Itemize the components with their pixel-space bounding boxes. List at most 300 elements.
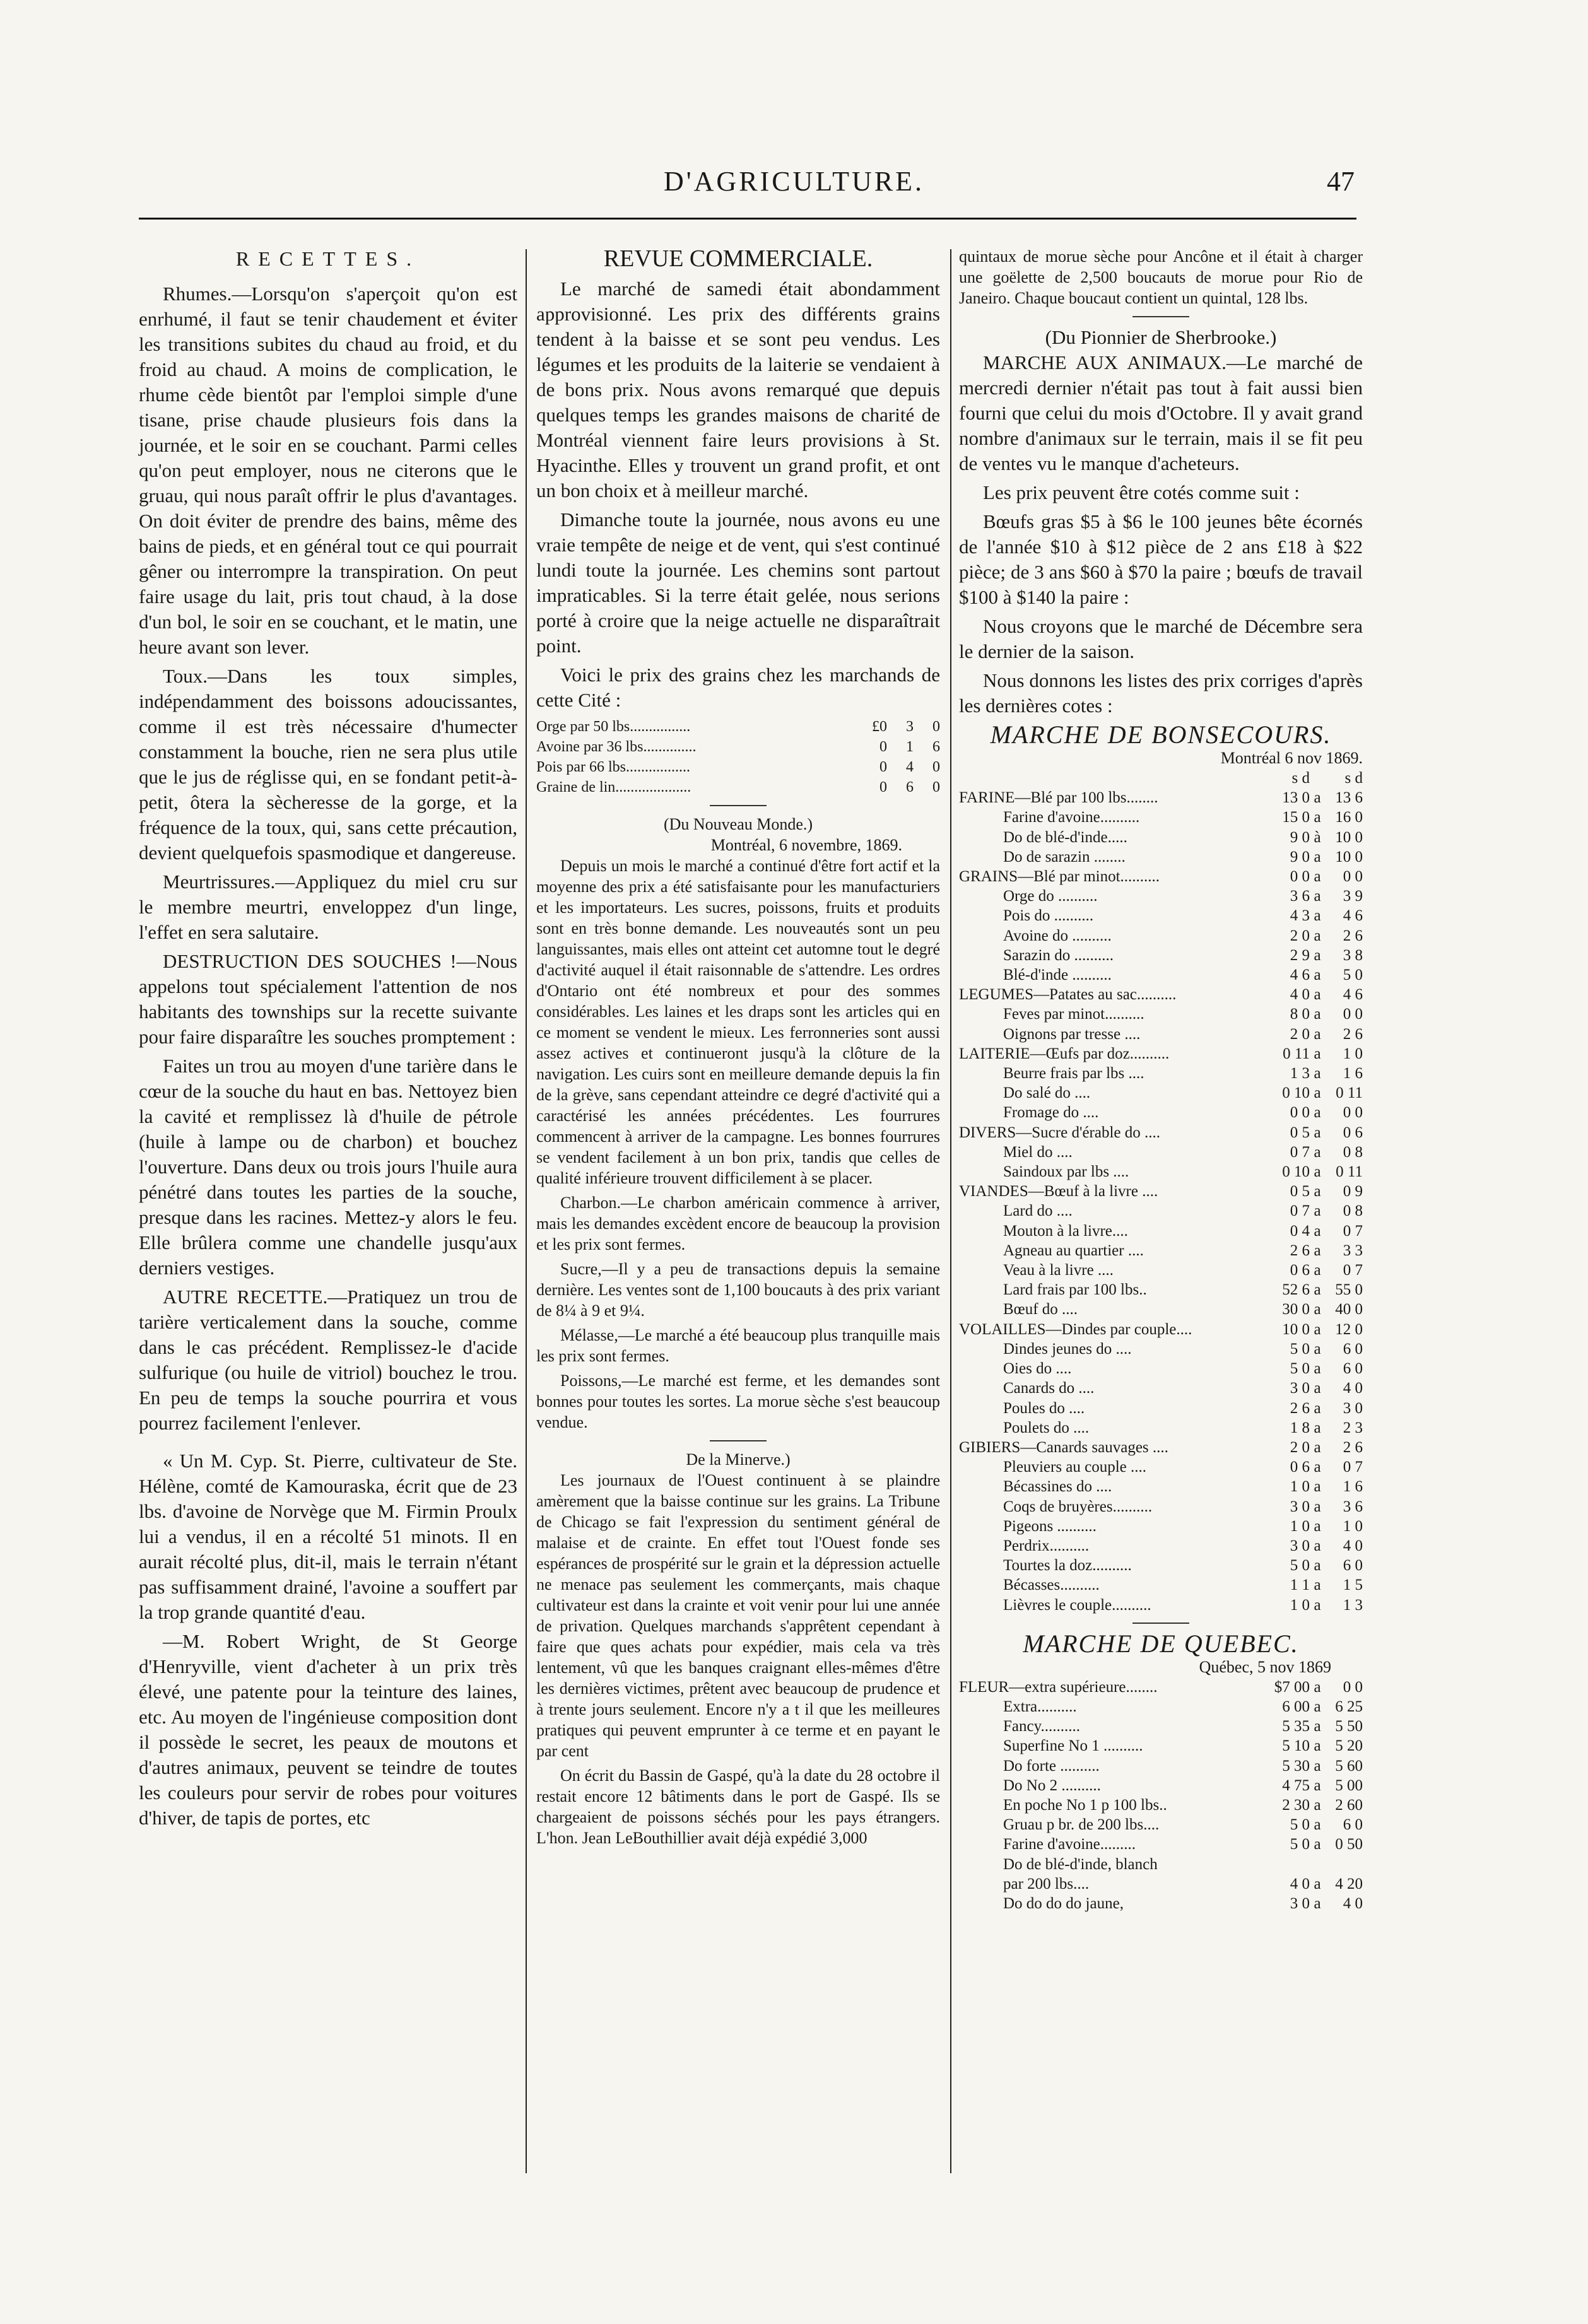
item-label: LAITERIE—Œufs par doz.......... xyxy=(959,1045,1170,1062)
price-value: 0 10 xyxy=(1282,1084,1310,1102)
range-separator: a xyxy=(1314,1776,1321,1794)
price-value: 6 0 xyxy=(1343,1816,1363,1834)
paragraph: Nous donnons les listes des prix corriges d'après les dernières cotes : xyxy=(959,669,1363,717)
item-label: Veau à la livre .... xyxy=(1003,1262,1114,1279)
table-row xyxy=(959,1241,1363,1260)
price-value: 13 6 xyxy=(1335,789,1363,807)
price-value: 2 6 xyxy=(1290,1241,1310,1259)
item-label: Coqs de bruyères.......... xyxy=(1003,1498,1153,1515)
dateline-bonsecours: Montréal 6 nov 1869. xyxy=(1220,749,1363,767)
item-label: Oignons par tresse .... xyxy=(1003,1025,1141,1043)
bonsecours-price-table xyxy=(959,768,1363,1615)
item-label: Feves par minot.......... xyxy=(1003,1006,1144,1023)
table-row xyxy=(959,1556,1363,1575)
table-row xyxy=(959,1280,1363,1300)
table-row xyxy=(959,886,1363,906)
table-row xyxy=(959,1497,1363,1517)
item-label: Superfine No 1 .......... xyxy=(1003,1737,1143,1755)
price-value: 4 0 xyxy=(1290,1875,1310,1893)
item-label: Blé-d'inde .......... xyxy=(1003,966,1112,984)
range-separator: a xyxy=(1314,1340,1321,1358)
table-row xyxy=(959,1438,1363,1457)
column-header: s d xyxy=(1344,770,1363,787)
range-separator: a xyxy=(1314,1419,1321,1436)
range-separator: a xyxy=(1314,1045,1321,1062)
separator-rule xyxy=(710,805,767,806)
range-separator: a xyxy=(1314,1025,1321,1043)
item-label: FARINE—Blé par 100 lbs........ xyxy=(959,789,1158,807)
range-separator: a xyxy=(1314,1202,1321,1220)
range-separator: a xyxy=(1314,1894,1321,1912)
table-row xyxy=(959,1044,1363,1064)
price-value: 3 0 xyxy=(1290,1498,1310,1515)
range-separator: a xyxy=(1314,1222,1321,1240)
price-value: 5 0 xyxy=(1290,1557,1310,1575)
range-separator: à xyxy=(1314,828,1321,846)
item-label: DIVERS—Sucre d'érable do .... xyxy=(959,1124,1161,1141)
item-label: Mouton à la livre.... xyxy=(1003,1222,1128,1240)
page-header xyxy=(0,165,1588,203)
table-row xyxy=(959,1855,1363,1874)
table-row xyxy=(959,1378,1363,1398)
range-separator: a xyxy=(1314,1438,1321,1456)
paragraph: quintaux de morue sèche pour Ancône et il était à charger une goëlette de 2,500 boucauts de morue pour Rio de Janeiro. Chaque boucaut contient un quintal, 128 lbs. xyxy=(959,247,1363,307)
range-separator: a xyxy=(1314,789,1321,807)
price-value: 5 0 xyxy=(1290,1360,1310,1378)
range-separator: a xyxy=(1314,1281,1321,1299)
page-number: 47 xyxy=(1327,166,1355,197)
paragraph: Depuis un mois le marché a continué d'être fort actif et la moyenne des prix a été satisfaisante pour les manufacturiers et les importateurs. Les sucres, poissons, fruits et produits sont en très bonne demande. Les nouveautés sont un peu languissantes, mais elles ont atteint cet automne tout le degré d'activité auquel il était raisonnable de s'attendre. Les ordres d'Ontario ont été nombreux et pour des sommes considérables. Les laines et les draps sont les articles qui en ce moment se vendent le mieux. Les ferronneries sont aussi assez actives et continueront jusqu'à la clôture de la navigation. Les cuirs sont en meilleure demande depuis la fin de la grève, sans cependant atteindre ce degré d'activité qui a caractérisé les années précédentes. Les fourrures commencent à arriver de la campagne. Les bonnes fourrures se vendent facilement à un bon prix, tandis que celles de qualité inférieure trouvent difficilement à se placer. xyxy=(536,857,940,1187)
price-value: 55 0 xyxy=(1335,1281,1363,1299)
item-label: Bécassines do .... xyxy=(1003,1478,1112,1496)
table-row xyxy=(959,1457,1363,1477)
price-value: 5 35 xyxy=(1282,1718,1310,1735)
section-heading-revue: REVUE COMMERCIALE. xyxy=(603,245,873,272)
table-row xyxy=(959,1477,1363,1496)
table-row xyxy=(959,1776,1363,1795)
range-separator: a xyxy=(1314,1596,1321,1614)
price-value: 1 5 xyxy=(1343,1576,1363,1594)
item-label: Lièvres le couple.......... xyxy=(1003,1596,1151,1614)
price-value: 2 9 xyxy=(1290,946,1310,964)
section-heading-quebec: MARCHE DE QUEBEC. xyxy=(1023,1629,1299,1658)
table-row xyxy=(959,1260,1363,1280)
price-value: 0 0 xyxy=(1290,868,1310,886)
price-value: 9 0 xyxy=(1290,828,1310,846)
range-separator: a xyxy=(1314,809,1321,826)
table-row xyxy=(959,965,1363,985)
price-value: 3 6 xyxy=(1343,1498,1363,1515)
header-rule xyxy=(139,218,1356,220)
table-row xyxy=(959,1004,1363,1024)
price-value: 4 6 xyxy=(1343,907,1363,925)
paragraph: Meurtrissures.—Appliquez du miel cru sur le membre meurtri, enveloppez d'un linge, l'effet en sera salutaire. xyxy=(139,871,517,943)
range-separator: a xyxy=(1314,1104,1321,1122)
range-separator: a xyxy=(1314,1537,1321,1554)
range-separator: a xyxy=(1314,1478,1321,1496)
item-label: Farine d'avoine......... xyxy=(1003,1836,1136,1853)
price-value: 3 0 xyxy=(1343,1399,1363,1417)
item-label: Perdrix.......... xyxy=(1003,1537,1090,1554)
item-label: Orge do .......... xyxy=(1003,888,1098,905)
price-value: 4 6 xyxy=(1343,986,1363,1004)
price-value: 0 6 xyxy=(1343,1124,1363,1141)
dateline-quebec: Québec, 5 nov 1869 xyxy=(1199,1657,1331,1676)
price-value: 13 0 xyxy=(1282,789,1310,807)
range-separator: a xyxy=(1314,1360,1321,1378)
table-row xyxy=(959,1103,1363,1122)
price-value: 2 6 xyxy=(1343,1438,1363,1456)
price-value: 0 11 xyxy=(1336,1163,1363,1181)
price-value: 6 25 xyxy=(1335,1698,1363,1715)
price-value: 0 10 xyxy=(1282,1163,1310,1181)
paragraph: Toux.—Dans les toux simples, indépendamment des boissons adoucissantes, comme il est très nécessaire d'humecter constamment la bouche, rien ne sera plus utile que le jus de réglisse qui, en se fondant petit-à-petit, ôtera la sècheresse de la gorge, et la fréquence de la toux, qui, sans cette précaution, devient quelquefois spasmodique et dangereuse. xyxy=(139,665,517,864)
item-label: En poche No 1 p 100 lbs.. xyxy=(1003,1796,1167,1814)
item-label: Do de blé-d'inde..... xyxy=(1003,828,1127,846)
table-row xyxy=(959,1795,1363,1815)
price-value: 0 7 xyxy=(1343,1222,1363,1240)
quebec-price-table xyxy=(959,1677,1363,1913)
item-label: Poulets do .... xyxy=(1003,1419,1090,1436)
price-value: 1 3 xyxy=(1290,1065,1310,1083)
price-value: 1 3 xyxy=(1343,1596,1363,1614)
range-separator: a xyxy=(1314,1678,1321,1696)
price-value: 40 0 xyxy=(1335,1301,1363,1318)
table-row xyxy=(959,1221,1363,1241)
range-separator: a xyxy=(1314,1517,1321,1535)
range-separator: a xyxy=(1314,1399,1321,1417)
price-value: 3 0 xyxy=(1290,1380,1310,1397)
source-pionnier: (Du Pionnier de Sherbrooke.) xyxy=(1045,326,1277,348)
price-value: 0 7 xyxy=(1343,1262,1363,1279)
paragraph: « Un M. Cyp. St. Pierre, cultivateur de Ste. Hélène, comté de Kamouraska, écrit que de 23 lbs. d'avoine de Norvège que M. Firmin Proulx lui a vendus, il en a récolté 51 minots. Il en aurait récolté plus, dit-il, mais le terrain n'étant pas suffisamment drainé, l'avoine a souffert par la trop grande quantité d'eau. xyxy=(139,1450,517,1623)
table-row: Pois par 66 lbs................. 0 4 0 xyxy=(536,759,940,775)
paragraph: On écrit du Bassin de Gaspé, qu'à la date du 28 octobre il restait encore 12 bâtiments dans le port de Gaspé. Ils se chargeaient de poissons séchés pour les pays étrangers. L'hon. Jean LeBouthillier avait déjà expédié 3,000 xyxy=(536,1766,940,1847)
price-value: 1 0 xyxy=(1343,1517,1363,1535)
item-label: LEGUMES—Patates au sac.......... xyxy=(959,986,1177,1004)
range-separator: a xyxy=(1314,848,1321,866)
item-label: Lard do .... xyxy=(1003,1202,1073,1220)
table-row: Avoine par 36 lbs.............. 0 1 6 xyxy=(536,739,940,755)
table-row xyxy=(959,1320,1363,1339)
price-value: 0 50 xyxy=(1335,1836,1363,1853)
range-separator: a xyxy=(1314,1241,1321,1259)
item-label: Avoine do .......... xyxy=(1003,927,1112,944)
paragraph: Les journaux de l'Ouest continuent à se plaindre amèrement que la baisse continue sur les grains. La Tribune de Chicago se fait l'expression du sentiment général de malaise et de crainte. En effet tout l'Ouest fonde ses espérances de prospérité sur le grain et la dépression actuelle ne menace pas seulement les commerçants, mais chaque cultivateur est dans la crainte et voit venir pour lui une année de privation. Quelques marchands s'apprêtent cependant à faire que ques achats pour expédier, mais cela va très lentement, vû que les banques craignant elles-mêmes d'être les dernières victimes, prêtent avec beaucoup de prudence et à trente jours seulement. Encore n'y a t il que les meilleures pratiques qui peuvent emprunter à ce terme et en payant le par cent xyxy=(536,1471,940,1760)
price-value: 2 6 xyxy=(1290,1399,1310,1417)
table-header-row xyxy=(959,768,1363,788)
range-separator: a xyxy=(1314,1065,1321,1083)
item-label: VOLAILLES—Dindes par couple.... xyxy=(959,1320,1192,1338)
table-row xyxy=(959,1874,1363,1894)
range-separator: a xyxy=(1314,1836,1321,1853)
source-minerve: De la Minerve.) xyxy=(686,1450,791,1469)
item-label: Oies do .... xyxy=(1003,1360,1072,1378)
price-value: 12 0 xyxy=(1335,1320,1363,1338)
table-row xyxy=(959,807,1363,827)
range-separator: a xyxy=(1314,1576,1321,1594)
range-separator: a xyxy=(1314,1320,1321,1338)
price-value: 4 0 xyxy=(1343,1894,1363,1912)
section-heading-bonsecours: MARCHE DE BONSECOURS. xyxy=(990,720,1332,749)
item-label: FLEUR—extra supérieure........ xyxy=(959,1678,1158,1696)
range-separator: a xyxy=(1314,1163,1321,1181)
paragraph: Nous croyons que le marché de Décembre sera le dernier de la saison. xyxy=(959,615,1363,662)
table-row xyxy=(959,1517,1363,1536)
price-value: 10 0 xyxy=(1335,848,1363,866)
range-separator: a xyxy=(1314,1698,1321,1715)
price-value: 15 0 xyxy=(1282,809,1310,826)
table-row xyxy=(959,1536,1363,1556)
paragraph: Les prix peuvent être cotés comme suit : xyxy=(983,481,1300,503)
table-row xyxy=(959,1736,1363,1756)
item-label: VIANDES—Bœuf à la livre .... xyxy=(959,1183,1158,1200)
price-value: 1 6 xyxy=(1343,1478,1363,1496)
paragraph: Le marché de samedi était abondamment approvisionné. Les prix des différents grains tendent à la baisse et se sont peu vendus. Les légumes et les produits de la laiterie se vendaient à de bons prix. Nous avons remarqué que depuis quelques temps les grandes maisons de charité de Montréal viennent faire leurs provisions à St. Hyacinthe. Elles y trouvent un grand profit, et ont un bon choix et à meilleur marché. xyxy=(536,278,940,502)
price-value: 0 11 xyxy=(1336,1084,1363,1102)
price-value: 4 75 xyxy=(1282,1776,1310,1794)
range-separator: a xyxy=(1314,1816,1321,1834)
item-label: Tourtes la doz.......... xyxy=(1003,1557,1132,1575)
range-separator: a xyxy=(1314,1084,1321,1102)
item-label: Do do do do jaune, xyxy=(1003,1894,1124,1912)
range-separator: a xyxy=(1314,1498,1321,1515)
table-row xyxy=(959,1142,1363,1162)
item-label: Pleuviers au couple .... xyxy=(1003,1458,1147,1476)
item-label: Poules do .... xyxy=(1003,1399,1085,1417)
range-separator: a xyxy=(1314,1183,1321,1200)
paragraph: Mélasse,—Le marché a été beaucoup plus tranquille mais les prix sont fermes. xyxy=(536,1326,940,1365)
item-label: GIBIERS—Canards sauvages .... xyxy=(959,1438,1168,1456)
table-row xyxy=(959,1182,1363,1201)
table-row xyxy=(959,1359,1363,1378)
price-value: 0 8 xyxy=(1343,1202,1363,1220)
table-row xyxy=(959,1339,1363,1359)
paragraph: —M. Robert Wright, de St George d'Henryville, vient d'acheter à un prix très élevé, une patente pour la teinture des laines, etc. Au moyen de l'ingénieuse composition dont il possède le secret, les peaux de moutons et d'autres animaux, peuvent se teindre de toutes les couleurs pour servir de robes pour voitures d'hiver, de tapis de portes, etc xyxy=(139,1630,517,1829)
item-label: Pigeons .......... xyxy=(1003,1517,1097,1535)
table-row: Orge par 50 lbs................ £0 3 0 xyxy=(536,719,940,735)
price-value: 5 0 xyxy=(1290,1836,1310,1853)
price-value: 5 20 xyxy=(1335,1737,1363,1755)
separator-rule xyxy=(1132,1623,1189,1624)
range-separator: a xyxy=(1314,1718,1321,1735)
table-row xyxy=(959,946,1363,965)
page-title: D'AGRICULTURE. xyxy=(663,166,925,197)
price-value: 3 9 xyxy=(1343,888,1363,905)
price-value: 5 10 xyxy=(1282,1737,1310,1755)
range-separator: a xyxy=(1314,1875,1321,1893)
price-value: 3 8 xyxy=(1343,946,1363,964)
source-nouveau-monde: (Du Nouveau Monde.) xyxy=(663,815,813,833)
price-value xyxy=(1272,1855,1310,1874)
paragraph: Faites un trou au moyen d'une tarière dans le cœur de la souche du haut en bas. Nettoyez bien la cavité et remplissez là d'huile de pétrole (huile à lampe ou de charbon) et bouchez l'ouverture. Dans deux ou trois jours l'huile aura pénétré dans toutes les parties de la souche, presque dans les racines. Mettez-y alors le feu. Elle brûlera comme une chandelle jusqu'aux derniers vestiges. xyxy=(139,1055,517,1279)
table-row xyxy=(959,828,1363,847)
table-row xyxy=(959,1418,1363,1438)
table-row xyxy=(959,1123,1363,1142)
range-separator: a xyxy=(1314,888,1321,905)
price-value: 0 0 xyxy=(1343,1678,1363,1696)
price-value: 5 50 xyxy=(1335,1718,1363,1735)
item-label: Agneau au quartier .... xyxy=(1003,1241,1144,1259)
column-recettes xyxy=(139,246,517,1834)
paragraph: Bœufs gras $5 à $6 le 100 jeunes bête écornés de l'année $10 à $12 pièce de 2 ans £18 à $22 pièce; de 3 ans $60 à $70 la paire ; bœufs de travail $100 à $140 la paire : xyxy=(959,510,1363,608)
item-label: Beurre frais par lbs .... xyxy=(1003,1065,1144,1083)
price-value: 0 7 xyxy=(1343,1458,1363,1476)
dateline-montreal: Montréal, 6 novembre, 1869. xyxy=(710,836,902,854)
table-row xyxy=(959,1162,1363,1182)
paragraph: MARCHE AUX ANIMAUX.—Le marché de mercredi dernier n'était pas tout à fait aussi bien fourni que celui du mois d'Octobre. Il y avait grand nombre d'animaux sur le terrain, mais il se fit peu de ventes vu le manque d'acheteurs. xyxy=(959,351,1363,474)
column-revue-commerciale xyxy=(536,246,940,1852)
price-value: 5 30 xyxy=(1282,1757,1310,1775)
range-separator: a xyxy=(1314,1458,1321,1476)
price-value: 1 8 xyxy=(1290,1419,1310,1436)
price-value: 6 00 xyxy=(1282,1698,1310,1715)
paragraph: Sucre,—Il y a peu de transactions depuis la semaine dernière. Les ventes sont de 1,100 boucauts à des prix variant de 8¼ à 9 et 9¼. xyxy=(536,1260,940,1320)
range-separator: a xyxy=(1314,1796,1321,1814)
price-value: 1 0 xyxy=(1290,1478,1310,1496)
table-row: Graine de lin.................... 0 6 0 xyxy=(536,779,940,795)
price-value: 2 6 xyxy=(1343,1025,1363,1043)
price-value: 2 0 xyxy=(1290,1438,1310,1456)
range-separator: a xyxy=(1314,927,1321,944)
column-header: s d xyxy=(1291,770,1310,787)
price-value: 2 6 xyxy=(1343,927,1363,944)
item-label: Lard frais par 100 lbs.. xyxy=(1003,1281,1147,1299)
table-row xyxy=(959,1697,1363,1717)
item-label: Bœuf do .... xyxy=(1003,1301,1078,1318)
item-label: Dindes jeunes do .... xyxy=(1003,1340,1132,1358)
range-separator: a xyxy=(1314,966,1321,984)
table-row xyxy=(959,1756,1363,1776)
price-value: 0 7 xyxy=(1290,1202,1310,1220)
item-label: Farine d'avoine.......... xyxy=(1003,809,1140,826)
paragraph: Dimanche toute la journée, nous avons eu une vraie tempête de neige et de vent, qui s'est continué lundi toute la journée. Les chemins sont partout impraticables. Si la terre était gelée, nous serions porté à croire que la neige actuelle ne disparaîtrait point. xyxy=(536,508,940,657)
price-value: 0 0 xyxy=(1290,1104,1310,1122)
range-separator: a xyxy=(1314,1301,1321,1318)
range-separator: a xyxy=(1314,986,1321,1004)
table-row xyxy=(959,1894,1363,1913)
table-row xyxy=(959,1717,1363,1736)
table-row xyxy=(959,1083,1363,1103)
item-label: Gruau p br. de 200 lbs.... xyxy=(1003,1816,1160,1834)
price-value: 52 6 xyxy=(1282,1281,1310,1299)
range-separator: a xyxy=(1314,907,1321,925)
table-row xyxy=(959,1064,1363,1083)
paragraph: Charbon.—Le charbon américain commence à arriver, mais les demandes excèdent encore de beaucoup la provision et les prix sont fermes. xyxy=(536,1194,940,1253)
table-row xyxy=(959,1024,1363,1044)
price-value: 0 5 xyxy=(1290,1124,1310,1141)
table-row xyxy=(959,1300,1363,1319)
item-label: Do de sarazin ........ xyxy=(1003,848,1126,866)
price-value: 5 0 xyxy=(1290,1340,1310,1358)
table-row xyxy=(959,985,1363,1004)
price-value: 1 0 xyxy=(1343,1045,1363,1062)
item-label: Sarazin do .......... xyxy=(1003,946,1114,964)
price-value: 1 6 xyxy=(1343,1065,1363,1083)
table-row xyxy=(959,1677,1363,1697)
table-row xyxy=(959,1595,1363,1615)
table-row xyxy=(959,906,1363,925)
table-row xyxy=(959,1834,1363,1854)
price-value: 1 0 xyxy=(1290,1596,1310,1614)
item-label: Do No 2 .......... xyxy=(1003,1776,1101,1794)
range-separator xyxy=(1310,1855,1325,1874)
price-value: 2 0 xyxy=(1290,927,1310,944)
grain-price-table xyxy=(536,717,940,797)
price-value: 6 0 xyxy=(1343,1360,1363,1378)
range-separator: a xyxy=(1314,1143,1321,1161)
section-heading-recettes: RECETTES. xyxy=(235,247,421,270)
range-separator: a xyxy=(1314,1006,1321,1023)
item-label: GRAINS—Blé par minot.......... xyxy=(959,868,1160,886)
price-value: 3 6 xyxy=(1290,888,1310,905)
price-value: 2 60 xyxy=(1335,1796,1363,1814)
price-value: 3 0 xyxy=(1290,1537,1310,1554)
price-value: 6 0 xyxy=(1343,1340,1363,1358)
price-value: 0 11 xyxy=(1283,1045,1310,1062)
paragraph: Rhumes.—Lorsqu'on s'aperçoit qu'on est enrhumé, il faut se tenir chaudement et éviter les transitions subites du chaud au froid, et du froid au chaud. A moins de complication, le rhume cède bientôt par l'emploi simple d'une tisane, prise chaude plusieurs fois dans la journée, et le soir en se couchant. Parmi celles qu'on peut employer, nous ne citerons que le gruau, qui nous paraît offrir le plus d'avantages. On doit éviter de prendre des bains, même des bains de pieds, et en général tout ce qui pourrait gêner ou interrompre la transpiration. On peut faire usage du lait, pris tout chaud, à la dose d'un bol, le soir en se couchant, et le matin, une heure avant son lever. xyxy=(139,283,517,658)
table-row xyxy=(959,1399,1363,1418)
paragraph: DESTRUCTION DES SOUCHES !—Nous appelons tout spécialement l'attention de nos habitants des townships sur la recette suivante pour faire disparaître les souches promptement : xyxy=(139,950,517,1048)
price-value: 1 1 xyxy=(1290,1576,1310,1594)
item-label: Extra.......... xyxy=(1003,1698,1077,1715)
table-row xyxy=(959,847,1363,867)
item-label: Do de blé-d'inde, blanch xyxy=(1003,1855,1158,1873)
price-value: 5 0 xyxy=(1290,1816,1310,1834)
price-value: 5 60 xyxy=(1335,1757,1363,1775)
table-row xyxy=(959,788,1363,807)
price-value: 0 0 xyxy=(1343,1104,1363,1122)
price-value: 0 0 xyxy=(1343,1006,1363,1023)
price-value: $7 00 xyxy=(1274,1678,1310,1696)
price-value: 10 0 xyxy=(1335,828,1363,846)
price-value: 3 3 xyxy=(1343,1241,1363,1259)
price-value: 3 0 xyxy=(1290,1894,1310,1912)
price-value: 4 0 xyxy=(1290,986,1310,1004)
price-value: 0 6 xyxy=(1290,1262,1310,1279)
range-separator: a xyxy=(1314,1737,1321,1755)
table-row xyxy=(959,867,1363,886)
price-value: 0 0 xyxy=(1343,868,1363,886)
price-value: 6 0 xyxy=(1343,1557,1363,1575)
price-value: 4 6 xyxy=(1290,966,1310,984)
price-value: 0 9 xyxy=(1343,1183,1363,1200)
separator-rule xyxy=(710,1440,767,1441)
table-row xyxy=(959,1815,1363,1834)
table-row xyxy=(959,1575,1363,1595)
range-separator: a xyxy=(1314,1262,1321,1279)
column-marches xyxy=(959,246,1363,1913)
paragraph: Poissons,—Le marché est ferme, et les demandes sont bonnes pour toutes les sortes. La morue sèche s'est beaucoup vendue. xyxy=(536,1371,940,1431)
price-value: 2 30 xyxy=(1282,1796,1310,1814)
table-row xyxy=(959,926,1363,946)
price-value: 9 0 xyxy=(1290,848,1310,866)
price-value: 0 8 xyxy=(1343,1143,1363,1161)
price-value: 4 0 xyxy=(1343,1380,1363,1397)
item-label: Do salé do .... xyxy=(1003,1084,1091,1102)
separator-rule xyxy=(1132,316,1189,317)
item-label: Fromage do .... xyxy=(1003,1104,1099,1122)
price-value: 0 6 xyxy=(1290,1458,1310,1476)
range-separator: a xyxy=(1314,1757,1321,1775)
item-label: Miel do .... xyxy=(1003,1143,1073,1161)
range-separator: a xyxy=(1314,868,1321,886)
paragraph: Voici le prix des grains chez les marchands de cette Cité : xyxy=(536,664,940,711)
item-label: Fancy.......... xyxy=(1003,1718,1080,1735)
price-value: 10 0 xyxy=(1282,1320,1310,1338)
price-value: 0 7 xyxy=(1290,1143,1310,1161)
price-value: 16 0 xyxy=(1335,809,1363,826)
